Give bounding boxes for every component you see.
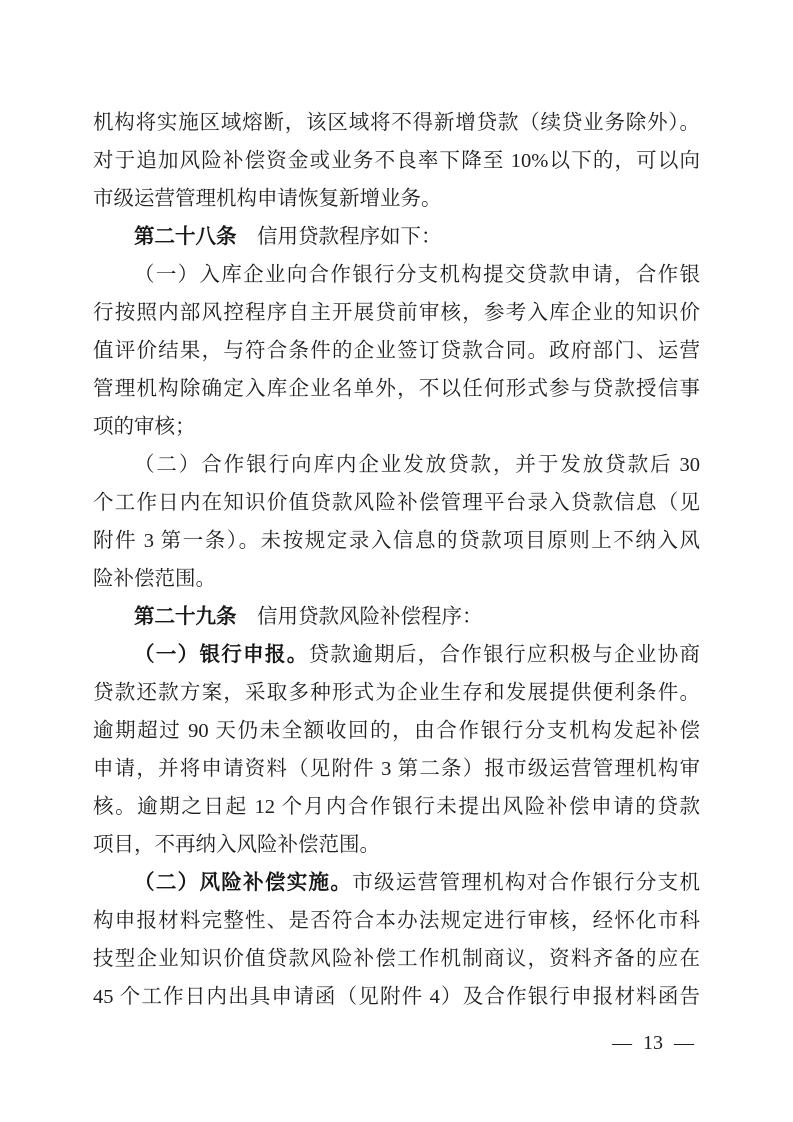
- line-text: 管理机构除确定入库企业名单外，不以任何形式参与贷款授信事: [93, 378, 700, 400]
- line-text: 申请，并将申请资料（见附件 3 第二条）报市级运营管理机构审: [93, 758, 700, 780]
- line-text: 附件 3 第一条）。未按规定录入信息的贷款项目原则上不纳入风: [93, 530, 700, 552]
- article-29-heading: [93, 598, 700, 636]
- text-line: [93, 142, 700, 180]
- article-number: 第二十九条: [134, 606, 237, 628]
- line-text: 机构将实施区域熔断，该区域将不得新增贷款（续贷业务除外）。: [93, 112, 700, 134]
- text-line: [93, 256, 700, 294]
- line-text: 险补偿范围。: [93, 568, 216, 590]
- clause-lead: （二）风险补偿实施。: [134, 872, 353, 894]
- text-line: [93, 902, 700, 940]
- text-line: [93, 484, 700, 522]
- line-text: 信用贷款程序如下：: [257, 226, 442, 248]
- clause-lead: （一）银行申报。: [134, 644, 309, 666]
- line-text: 核。逾期之日起 12 个月内合作银行未提出风险补偿申请的贷款: [93, 796, 700, 818]
- text-line: [93, 294, 700, 332]
- line-text: 45 个工作日内出具申请函（见附件 4）及合作银行申报材料函告: [93, 986, 700, 1008]
- text-line: [93, 788, 700, 826]
- clause-compensation-implementation-line: [93, 864, 700, 902]
- text-line: [93, 104, 700, 142]
- line-text: （二）合作银行向库内企业发放贷款，并于发放贷款后 30: [134, 454, 700, 476]
- article-number: 第二十八条: [134, 226, 237, 248]
- line-text: 逾期超过 90 天仍未全额收回的，由合作银行分支机构发起补偿: [93, 720, 700, 742]
- line-text: 构申报材料完整性、是否符合本办法规定进行审核，经怀化市科: [93, 910, 700, 932]
- text-line: [93, 560, 700, 598]
- line-text: 信用贷款风险补偿程序：: [257, 606, 483, 628]
- line-text: 行按照内部风控程序自主开展贷前审核，参考入库企业的知识价: [93, 302, 700, 324]
- document-body: [93, 104, 700, 1016]
- line-text: 项的审核；: [93, 416, 196, 438]
- text-line: [93, 370, 700, 408]
- line-text: 市级运营管理机构对合作银行分支机: [352, 872, 700, 894]
- text-line: [93, 408, 700, 446]
- text-line: [93, 522, 700, 560]
- text-line: [93, 712, 700, 750]
- line-text: 项目，不再纳入风险补偿范围。: [93, 834, 380, 856]
- line-text: 贷款还款方案，采取多种形式为企业生存和发展提供便利条件。: [93, 682, 700, 704]
- line-text: 对于追加风险补偿资金或业务不良率下降至 10%以下的，可以向: [93, 150, 700, 172]
- line-text: 贷款逾期后，合作银行应积极与企业协商: [308, 644, 700, 666]
- line-text: 值评价结果，与符合条件的企业签订贷款合同。政府部门、运营: [93, 340, 700, 362]
- article-28-heading: [93, 218, 700, 256]
- line-text: 市级运营管理机构申请恢复新增业务。: [93, 188, 442, 210]
- text-line: [93, 180, 700, 218]
- line-text: （一）入库企业向合作银行分支机构提交贷款申请，合作银: [134, 264, 700, 286]
- line-text: 技型企业知识价值贷款风险补偿工作机制商议，资料齐备的应在: [93, 948, 700, 970]
- text-line: [93, 332, 700, 370]
- clause-bank-declaration-line: [93, 636, 700, 674]
- text-line: [93, 978, 700, 1016]
- text-line: [93, 940, 700, 978]
- text-line: [93, 750, 700, 788]
- text-line: [93, 446, 700, 484]
- page-number: — 13 —: [612, 1032, 694, 1054]
- line-text: 个工作日内在知识价值贷款风险补偿管理平台录入贷款信息（见: [93, 492, 700, 514]
- text-line: [93, 826, 700, 864]
- text-line: [93, 674, 700, 712]
